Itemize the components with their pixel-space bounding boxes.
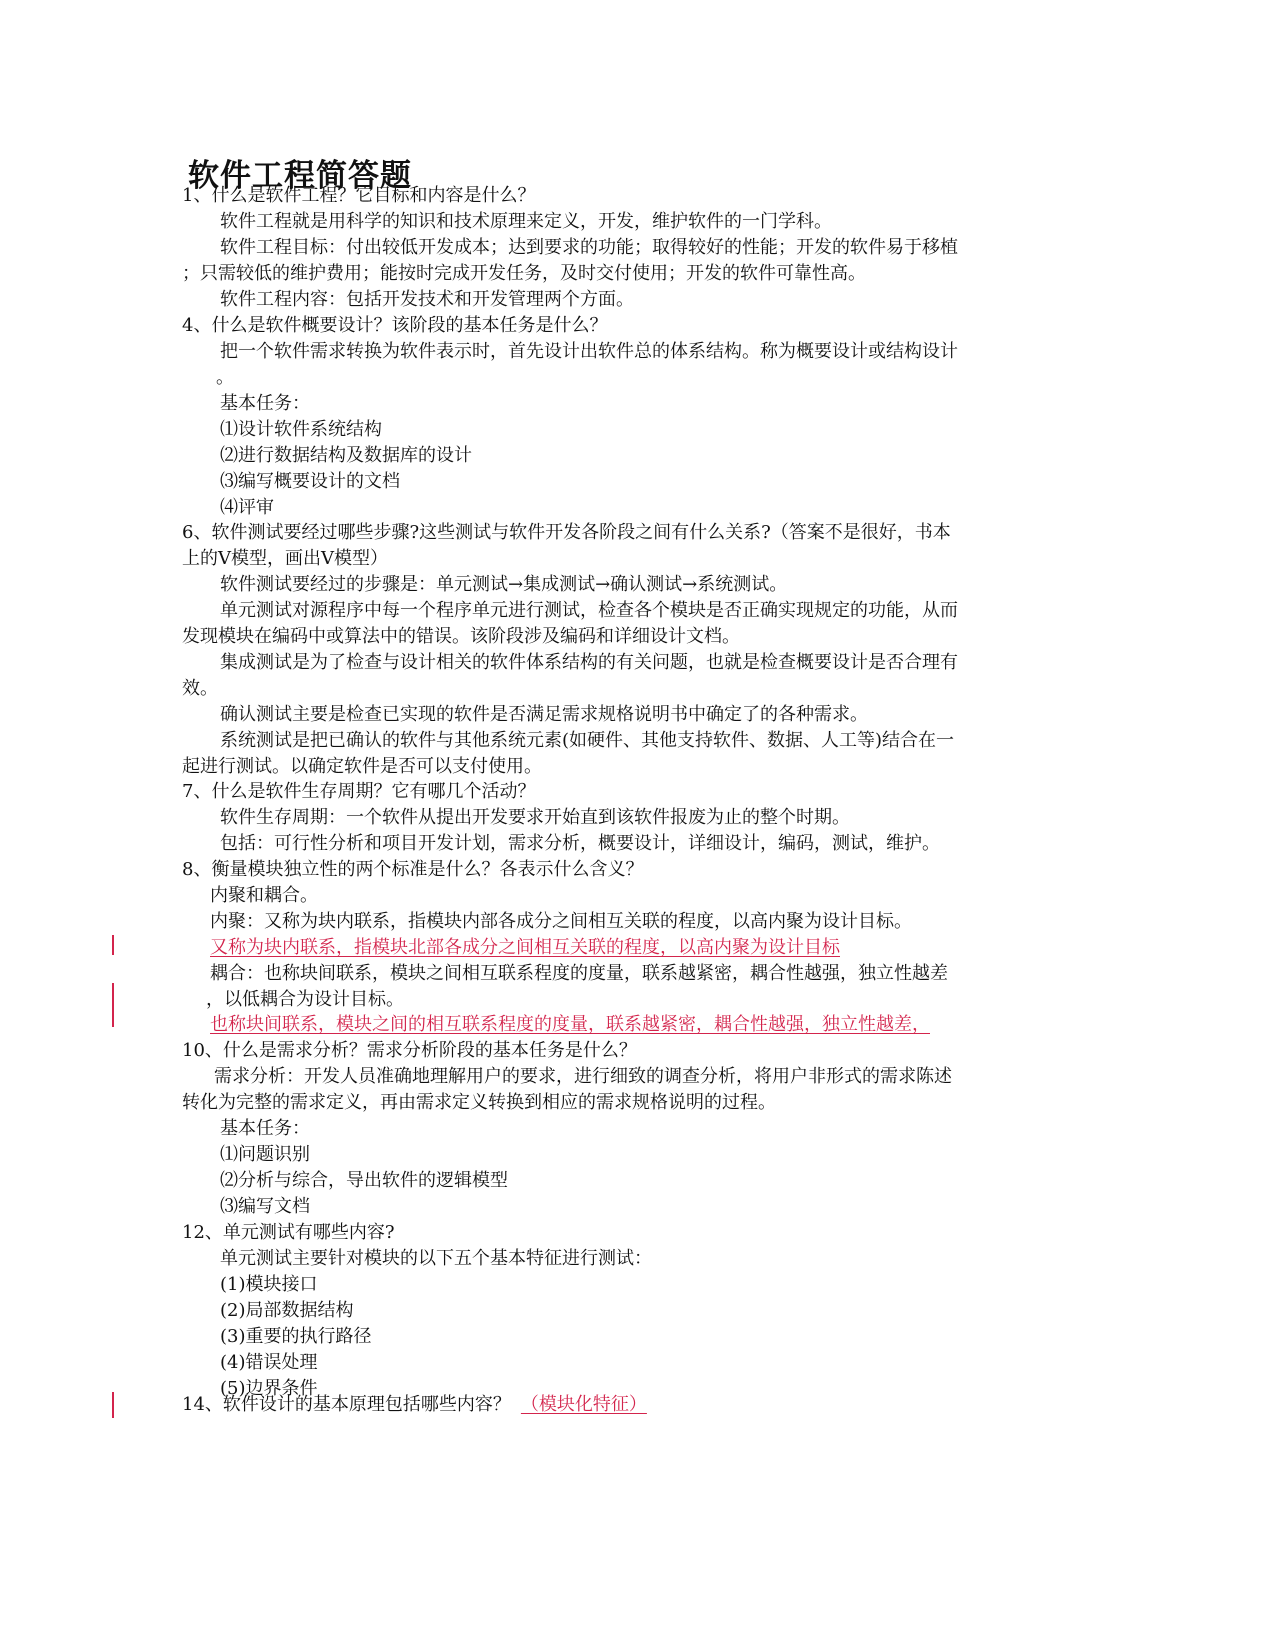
list-item: ⑵分析与综合，导出软件的逻辑模型 bbox=[220, 1170, 508, 1191]
question-14 bbox=[182, 1394, 647, 1416]
list-item: (1)模块接口 bbox=[220, 1274, 318, 1295]
revision-insert: 也称块间联系，模块之间的相互联系程度的度量，联系越紧密，耦合性越强，独立性越差， bbox=[210, 1014, 930, 1035]
change-bar bbox=[112, 935, 114, 955]
document-title: 软件工程简答题 bbox=[188, 158, 412, 194]
paragraph-line: 软件工程就是用科学的知识和技术原理来定义，开发，维护软件的一门学科。 bbox=[220, 211, 832, 232]
change-bar bbox=[112, 1392, 114, 1418]
paragraph-line: 起进行测试。以确定软件是否可以支付使用。 bbox=[182, 756, 542, 777]
paragraph-line: 发现模块在编码中或算法中的错误。该阶段涉及编码和详细设计文档。 bbox=[182, 626, 740, 647]
paragraph-line: 集成测试是为了检查与设计相关的软件体系结构的有关问题，也就是检查概要设计是否合理有 bbox=[220, 652, 958, 673]
change-bar bbox=[112, 983, 114, 1027]
paragraph-line: 耦合：也称块间联系，模块之间相互联系程度的度量，联系越紧密，耦合性越强，独立性越差 bbox=[210, 963, 948, 984]
paragraph-line: 转化为完整的需求定义，再由需求定义转换到相应的需求规格说明的过程。 bbox=[182, 1092, 776, 1113]
question-10: 10、什么是需求分析？需求分析阶段的基本任务是什么？ bbox=[182, 1040, 637, 1061]
question-7: 7、什么是软件生存周期？它有哪几个活动？ bbox=[182, 781, 536, 802]
paragraph-line: 单元测试主要针对模块的以下五个基本特征进行测试： bbox=[220, 1248, 652, 1269]
paragraph-line: 内聚：又称为块内联系，指模块内部各成分之间相互关联的程度，以高内聚为设计目标。 bbox=[210, 911, 912, 932]
list-item: ⑴问题识别 bbox=[220, 1144, 310, 1165]
paragraph-line: 上的V模型，画出V模型） bbox=[182, 548, 388, 569]
paragraph-line: 内聚和耦合。 bbox=[210, 885, 318, 906]
list-item: ⑶编写文档 bbox=[220, 1196, 310, 1217]
list-item: (5)边界条件 bbox=[220, 1378, 318, 1399]
paragraph-line: 把一个软件需求转换为软件表示时，首先设计出软件总的体系结构。称为概要设计或结构设计 bbox=[220, 341, 958, 362]
list-item: ⑷评审 bbox=[220, 497, 274, 518]
paragraph-line: 效。 bbox=[182, 678, 218, 699]
paragraph-line: 。 bbox=[216, 367, 234, 388]
revision-inline: （模块化特征） bbox=[520, 1394, 647, 1415]
list-item: (2)局部数据结构 bbox=[220, 1300, 354, 1321]
paragraph-line: 软件测试要经过的步骤是：单元测试→集成测试→确认测试→系统测试。 bbox=[220, 574, 788, 595]
question-6: 6、软件测试要经过哪些步骤?这些测试与软件开发各阶段之间有什么关系?（答案不是很好，书本 bbox=[182, 522, 951, 543]
question-1: 1、什么是软件工程？它目标和内容是什么？ bbox=[182, 185, 536, 206]
question-8: 8、衡量模块独立性的两个标准是什么？各表示什么含义？ bbox=[182, 859, 644, 880]
revision-insert: 又称为块内联系，指模块北部各成分之间相互关联的程度，以高内聚为设计目标 bbox=[210, 937, 840, 958]
paragraph-line: 系统测试是把已确认的软件与其他系统元素(如硬件、其他支持软件、数据、人工等)结合在一 bbox=[220, 730, 955, 751]
paragraph-line: 单元测试对源程序中每一个程序单元进行测试，检查各个模块是否正确实现规定的功能，从而 bbox=[220, 600, 958, 621]
paragraph-line: 基本任务： bbox=[220, 393, 310, 414]
paragraph-line: 需求分析：开发人员准确地理解用户的要求，进行细致的调查分析，将用户非形式的需求陈述 bbox=[214, 1066, 952, 1087]
paragraph-line: 软件工程内容：包括开发技术和开发管理两个方面。 bbox=[220, 289, 634, 310]
paragraph-line: ，以低耦合为设计目标。 bbox=[206, 989, 404, 1010]
list-item: ⑴设计软件系统结构 bbox=[220, 419, 382, 440]
paragraph-line: 包括：可行性分析和项目开发计划，需求分析，概要设计，详细设计，编码，测试，维护。 bbox=[220, 833, 940, 854]
paragraph-line: 软件工程目标：付出较低开发成本；达到要求的功能；取得较好的性能；开发的软件易于移植 bbox=[220, 237, 958, 258]
list-item: (4)错误处理 bbox=[220, 1352, 318, 1373]
paragraph-line: 软件生存周期：一个软件从提出开发要求开始直到该软件报废为止的整个时期。 bbox=[220, 807, 850, 828]
question-14-text: 14、软件设计的基本原理包括哪些内容？ bbox=[182, 1394, 511, 1415]
list-item: ⑵进行数据结构及数据库的设计 bbox=[220, 445, 472, 466]
list-item: ⑶编写概要设计的文档 bbox=[220, 471, 400, 492]
paragraph-line: ；只需较低的维护费用；能按时完成开发任务，及时交付使用；开发的软件可靠性高。 bbox=[182, 263, 866, 284]
paragraph-line: 确认测试主要是检查已实现的软件是否满足需求规格说明书中确定了的各种需求。 bbox=[220, 704, 868, 725]
question-4: 4、什么是软件概要设计？该阶段的基本任务是什么？ bbox=[182, 315, 608, 336]
question-12: 12、单元测试有哪些内容? bbox=[182, 1222, 395, 1243]
list-item: (3)重要的执行路径 bbox=[220, 1326, 372, 1347]
paragraph-line: 基本任务： bbox=[220, 1118, 310, 1139]
